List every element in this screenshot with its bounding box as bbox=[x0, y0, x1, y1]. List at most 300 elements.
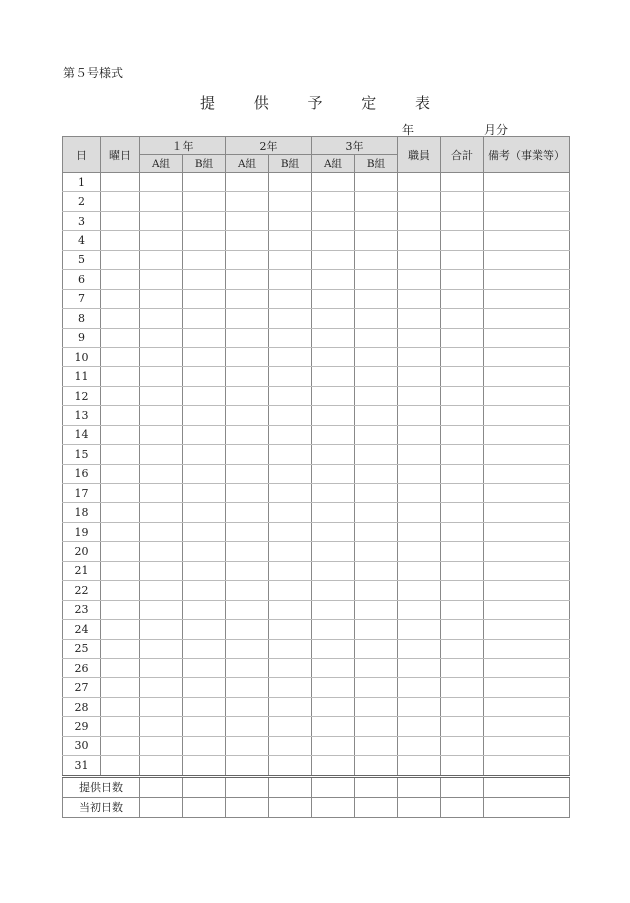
table-cell[interactable] bbox=[484, 697, 570, 716]
table-cell[interactable] bbox=[398, 736, 441, 755]
table-cell[interactable] bbox=[398, 639, 441, 658]
table-cell[interactable] bbox=[183, 756, 226, 776]
table-cell[interactable] bbox=[355, 328, 398, 347]
table-cell[interactable] bbox=[484, 736, 570, 755]
table-cell[interactable] bbox=[140, 717, 183, 736]
table-cell[interactable] bbox=[269, 736, 312, 755]
table-cell[interactable] bbox=[312, 503, 355, 522]
table-cell[interactable] bbox=[269, 250, 312, 269]
table-cell[interactable] bbox=[226, 717, 269, 736]
table-cell[interactable] bbox=[312, 231, 355, 250]
table-cell[interactable] bbox=[312, 386, 355, 405]
table-cell[interactable] bbox=[312, 717, 355, 736]
table-cell[interactable] bbox=[183, 270, 226, 289]
table-cell[interactable] bbox=[441, 678, 484, 697]
weekday-cell[interactable] bbox=[101, 542, 140, 561]
table-cell[interactable] bbox=[140, 503, 183, 522]
table-cell[interactable] bbox=[183, 522, 226, 541]
table-cell[interactable] bbox=[183, 561, 226, 580]
table-cell[interactable] bbox=[226, 211, 269, 230]
weekday-cell[interactable] bbox=[101, 367, 140, 386]
table-cell[interactable] bbox=[484, 445, 570, 464]
weekday-cell[interactable] bbox=[101, 736, 140, 755]
table-cell[interactable] bbox=[484, 328, 570, 347]
table-cell[interactable] bbox=[355, 658, 398, 677]
table-cell[interactable] bbox=[398, 328, 441, 347]
table-cell[interactable] bbox=[269, 347, 312, 366]
table-cell[interactable] bbox=[441, 639, 484, 658]
table-cell[interactable] bbox=[355, 231, 398, 250]
table-cell[interactable] bbox=[140, 600, 183, 619]
table-cell[interactable] bbox=[312, 776, 355, 797]
table-cell[interactable] bbox=[484, 503, 570, 522]
weekday-cell[interactable] bbox=[101, 717, 140, 736]
table-cell[interactable] bbox=[226, 464, 269, 483]
table-cell[interactable] bbox=[140, 445, 183, 464]
table-cell[interactable] bbox=[484, 776, 570, 797]
table-cell[interactable] bbox=[269, 639, 312, 658]
table-cell[interactable] bbox=[441, 776, 484, 797]
table-cell[interactable] bbox=[484, 717, 570, 736]
table-cell[interactable] bbox=[140, 639, 183, 658]
table-cell[interactable] bbox=[441, 270, 484, 289]
table-cell[interactable] bbox=[183, 231, 226, 250]
table-cell[interactable] bbox=[484, 797, 570, 817]
table-cell[interactable] bbox=[269, 425, 312, 444]
table-cell[interactable] bbox=[226, 561, 269, 580]
table-cell[interactable] bbox=[398, 445, 441, 464]
table-cell[interactable] bbox=[398, 347, 441, 366]
table-cell[interactable] bbox=[484, 173, 570, 192]
table-cell[interactable] bbox=[441, 697, 484, 716]
table-cell[interactable] bbox=[140, 484, 183, 503]
table-cell[interactable] bbox=[226, 797, 269, 817]
table-cell[interactable] bbox=[398, 289, 441, 308]
table-cell[interactable] bbox=[441, 445, 484, 464]
table-cell[interactable] bbox=[226, 736, 269, 755]
table-cell[interactable] bbox=[269, 600, 312, 619]
table-cell[interactable] bbox=[183, 309, 226, 328]
weekday-cell[interactable] bbox=[101, 173, 140, 192]
table-cell[interactable] bbox=[183, 173, 226, 192]
weekday-cell[interactable] bbox=[101, 328, 140, 347]
table-cell[interactable] bbox=[355, 367, 398, 386]
weekday-cell[interactable] bbox=[101, 192, 140, 211]
table-cell[interactable] bbox=[312, 658, 355, 677]
table-cell[interactable] bbox=[398, 484, 441, 503]
weekday-cell[interactable] bbox=[101, 270, 140, 289]
table-cell[interactable] bbox=[484, 406, 570, 425]
table-cell[interactable] bbox=[484, 367, 570, 386]
table-cell[interactable] bbox=[226, 776, 269, 797]
weekday-cell[interactable] bbox=[101, 678, 140, 697]
table-cell[interactable] bbox=[312, 406, 355, 425]
table-cell[interactable] bbox=[269, 309, 312, 328]
table-cell[interactable] bbox=[226, 173, 269, 192]
table-cell[interactable] bbox=[140, 561, 183, 580]
table-cell[interactable] bbox=[355, 464, 398, 483]
table-cell[interactable] bbox=[269, 697, 312, 716]
table-cell[interactable] bbox=[140, 347, 183, 366]
table-cell[interactable] bbox=[140, 309, 183, 328]
table-cell[interactable] bbox=[226, 522, 269, 541]
table-cell[interactable] bbox=[226, 231, 269, 250]
table-cell[interactable] bbox=[441, 797, 484, 817]
table-cell[interactable] bbox=[269, 173, 312, 192]
table-cell[interactable] bbox=[312, 289, 355, 308]
table-cell[interactable] bbox=[484, 678, 570, 697]
table-cell[interactable] bbox=[140, 289, 183, 308]
table-cell[interactable] bbox=[398, 717, 441, 736]
table-cell[interactable] bbox=[398, 464, 441, 483]
table-cell[interactable] bbox=[484, 192, 570, 211]
table-cell[interactable] bbox=[441, 717, 484, 736]
table-cell[interactable] bbox=[269, 561, 312, 580]
weekday-cell[interactable] bbox=[101, 697, 140, 716]
table-cell[interactable] bbox=[441, 309, 484, 328]
table-cell[interactable] bbox=[183, 600, 226, 619]
table-cell[interactable] bbox=[226, 620, 269, 639]
weekday-cell[interactable] bbox=[101, 425, 140, 444]
table-cell[interactable] bbox=[484, 250, 570, 269]
table-cell[interactable] bbox=[183, 542, 226, 561]
table-cell[interactable] bbox=[441, 328, 484, 347]
table-cell[interactable] bbox=[312, 250, 355, 269]
table-cell[interactable] bbox=[441, 522, 484, 541]
table-cell[interactable] bbox=[140, 328, 183, 347]
weekday-cell[interactable] bbox=[101, 289, 140, 308]
table-cell[interactable] bbox=[441, 386, 484, 405]
table-cell[interactable] bbox=[355, 678, 398, 697]
table-cell[interactable] bbox=[484, 289, 570, 308]
table-cell[interactable] bbox=[269, 484, 312, 503]
table-cell[interactable] bbox=[355, 717, 398, 736]
table-cell[interactable] bbox=[441, 581, 484, 600]
table-cell[interactable] bbox=[484, 484, 570, 503]
table-cell[interactable] bbox=[312, 600, 355, 619]
table-cell[interactable] bbox=[312, 173, 355, 192]
table-cell[interactable] bbox=[441, 173, 484, 192]
weekday-cell[interactable] bbox=[101, 620, 140, 639]
table-cell[interactable] bbox=[441, 600, 484, 619]
table-cell[interactable] bbox=[140, 231, 183, 250]
table-cell[interactable] bbox=[140, 776, 183, 797]
table-cell[interactable] bbox=[355, 756, 398, 776]
table-cell[interactable] bbox=[269, 581, 312, 600]
table-cell[interactable] bbox=[183, 328, 226, 347]
table-cell[interactable] bbox=[140, 797, 183, 817]
table-cell[interactable] bbox=[312, 756, 355, 776]
weekday-cell[interactable] bbox=[101, 464, 140, 483]
weekday-cell[interactable] bbox=[101, 522, 140, 541]
table-cell[interactable] bbox=[226, 367, 269, 386]
table-cell[interactable] bbox=[226, 289, 269, 308]
table-cell[interactable] bbox=[441, 542, 484, 561]
table-cell[interactable] bbox=[183, 658, 226, 677]
table-cell[interactable] bbox=[312, 581, 355, 600]
table-cell[interactable] bbox=[269, 328, 312, 347]
table-cell[interactable] bbox=[140, 250, 183, 269]
table-cell[interactable] bbox=[355, 445, 398, 464]
table-cell[interactable] bbox=[140, 367, 183, 386]
table-cell[interactable] bbox=[441, 561, 484, 580]
table-cell[interactable] bbox=[183, 639, 226, 658]
table-cell[interactable] bbox=[355, 697, 398, 716]
table-cell[interactable] bbox=[441, 736, 484, 755]
table-cell[interactable] bbox=[441, 658, 484, 677]
weekday-cell[interactable] bbox=[101, 561, 140, 580]
table-cell[interactable] bbox=[140, 658, 183, 677]
table-cell[interactable] bbox=[269, 445, 312, 464]
table-cell[interactable] bbox=[398, 678, 441, 697]
table-cell[interactable] bbox=[441, 484, 484, 503]
table-cell[interactable] bbox=[269, 386, 312, 405]
table-cell[interactable] bbox=[355, 386, 398, 405]
table-cell[interactable] bbox=[398, 697, 441, 716]
table-cell[interactable] bbox=[140, 620, 183, 639]
table-cell[interactable] bbox=[441, 192, 484, 211]
table-cell[interactable] bbox=[183, 484, 226, 503]
table-cell[interactable] bbox=[355, 776, 398, 797]
table-cell[interactable] bbox=[484, 386, 570, 405]
table-cell[interactable] bbox=[355, 522, 398, 541]
table-cell[interactable] bbox=[140, 464, 183, 483]
table-cell[interactable] bbox=[183, 620, 226, 639]
table-cell[interactable] bbox=[312, 736, 355, 755]
table-cell[interactable] bbox=[226, 328, 269, 347]
table-cell[interactable] bbox=[484, 620, 570, 639]
table-cell[interactable] bbox=[312, 678, 355, 697]
table-cell[interactable] bbox=[398, 367, 441, 386]
table-cell[interactable] bbox=[484, 309, 570, 328]
weekday-cell[interactable] bbox=[101, 386, 140, 405]
table-cell[interactable] bbox=[398, 620, 441, 639]
table-cell[interactable] bbox=[226, 503, 269, 522]
table-cell[interactable] bbox=[484, 231, 570, 250]
table-cell[interactable] bbox=[355, 561, 398, 580]
table-cell[interactable] bbox=[183, 406, 226, 425]
table-cell[interactable] bbox=[355, 211, 398, 230]
table-cell[interactable] bbox=[140, 406, 183, 425]
table-cell[interactable] bbox=[441, 347, 484, 366]
table-cell[interactable] bbox=[398, 231, 441, 250]
table-cell[interactable] bbox=[398, 309, 441, 328]
table-cell[interactable] bbox=[226, 697, 269, 716]
table-cell[interactable] bbox=[355, 797, 398, 817]
table-cell[interactable] bbox=[355, 503, 398, 522]
weekday-cell[interactable] bbox=[101, 503, 140, 522]
table-cell[interactable] bbox=[484, 756, 570, 776]
table-cell[interactable] bbox=[312, 211, 355, 230]
weekday-cell[interactable] bbox=[101, 658, 140, 677]
table-cell[interactable] bbox=[226, 347, 269, 366]
table-cell[interactable] bbox=[269, 678, 312, 697]
table-cell[interactable] bbox=[183, 289, 226, 308]
table-cell[interactable] bbox=[441, 367, 484, 386]
table-cell[interactable] bbox=[269, 503, 312, 522]
table-cell[interactable] bbox=[484, 522, 570, 541]
table-cell[interactable] bbox=[484, 464, 570, 483]
table-cell[interactable] bbox=[183, 797, 226, 817]
weekday-cell[interactable] bbox=[101, 600, 140, 619]
table-cell[interactable] bbox=[312, 484, 355, 503]
table-cell[interactable] bbox=[441, 211, 484, 230]
table-cell[interactable] bbox=[398, 173, 441, 192]
table-cell[interactable] bbox=[183, 503, 226, 522]
table-cell[interactable] bbox=[226, 309, 269, 328]
table-cell[interactable] bbox=[226, 542, 269, 561]
table-cell[interactable] bbox=[269, 211, 312, 230]
table-cell[interactable] bbox=[226, 678, 269, 697]
table-cell[interactable] bbox=[398, 211, 441, 230]
table-cell[interactable] bbox=[398, 406, 441, 425]
table-cell[interactable] bbox=[398, 270, 441, 289]
table-cell[interactable] bbox=[183, 347, 226, 366]
table-cell[interactable] bbox=[355, 600, 398, 619]
table-cell[interactable] bbox=[355, 639, 398, 658]
table-cell[interactable] bbox=[398, 658, 441, 677]
table-cell[interactable] bbox=[226, 581, 269, 600]
table-cell[interactable] bbox=[312, 542, 355, 561]
table-cell[interactable] bbox=[484, 425, 570, 444]
table-cell[interactable] bbox=[140, 581, 183, 600]
table-cell[interactable] bbox=[484, 581, 570, 600]
table-cell[interactable] bbox=[312, 309, 355, 328]
weekday-cell[interactable] bbox=[101, 231, 140, 250]
table-cell[interactable] bbox=[312, 367, 355, 386]
table-cell[interactable] bbox=[226, 192, 269, 211]
table-cell[interactable] bbox=[355, 736, 398, 755]
table-cell[interactable] bbox=[226, 756, 269, 776]
table-cell[interactable] bbox=[398, 797, 441, 817]
table-cell[interactable] bbox=[398, 561, 441, 580]
table-cell[interactable] bbox=[441, 756, 484, 776]
table-cell[interactable] bbox=[183, 717, 226, 736]
table-cell[interactable] bbox=[226, 406, 269, 425]
table-cell[interactable] bbox=[183, 367, 226, 386]
table-cell[interactable] bbox=[226, 250, 269, 269]
table-cell[interactable] bbox=[355, 581, 398, 600]
table-cell[interactable] bbox=[398, 503, 441, 522]
table-cell[interactable] bbox=[269, 658, 312, 677]
table-cell[interactable] bbox=[183, 250, 226, 269]
table-cell[interactable] bbox=[226, 425, 269, 444]
table-cell[interactable] bbox=[183, 581, 226, 600]
table-cell[interactable] bbox=[484, 600, 570, 619]
table-cell[interactable] bbox=[183, 678, 226, 697]
table-cell[interactable] bbox=[269, 270, 312, 289]
weekday-cell[interactable] bbox=[101, 406, 140, 425]
table-cell[interactable] bbox=[398, 600, 441, 619]
table-cell[interactable] bbox=[441, 406, 484, 425]
weekday-cell[interactable] bbox=[101, 347, 140, 366]
table-cell[interactable] bbox=[441, 231, 484, 250]
table-cell[interactable] bbox=[355, 270, 398, 289]
table-cell[interactable] bbox=[269, 192, 312, 211]
table-cell[interactable] bbox=[355, 173, 398, 192]
table-cell[interactable] bbox=[140, 522, 183, 541]
weekday-cell[interactable] bbox=[101, 639, 140, 658]
table-cell[interactable] bbox=[484, 639, 570, 658]
table-cell[interactable] bbox=[140, 211, 183, 230]
table-cell[interactable] bbox=[355, 620, 398, 639]
table-cell[interactable] bbox=[226, 600, 269, 619]
table-cell[interactable] bbox=[312, 445, 355, 464]
table-cell[interactable] bbox=[226, 658, 269, 677]
table-cell[interactable] bbox=[269, 717, 312, 736]
table-cell[interactable] bbox=[355, 192, 398, 211]
table-cell[interactable] bbox=[226, 270, 269, 289]
table-cell[interactable] bbox=[140, 697, 183, 716]
table-cell[interactable] bbox=[355, 484, 398, 503]
table-cell[interactable] bbox=[183, 211, 226, 230]
table-cell[interactable] bbox=[183, 776, 226, 797]
table-cell[interactable] bbox=[183, 425, 226, 444]
table-cell[interactable] bbox=[484, 561, 570, 580]
table-cell[interactable] bbox=[312, 425, 355, 444]
table-cell[interactable] bbox=[269, 231, 312, 250]
table-cell[interactable] bbox=[269, 620, 312, 639]
table-cell[interactable] bbox=[269, 542, 312, 561]
table-cell[interactable] bbox=[183, 445, 226, 464]
table-cell[interactable] bbox=[140, 736, 183, 755]
table-cell[interactable] bbox=[269, 406, 312, 425]
table-cell[interactable] bbox=[140, 425, 183, 444]
table-cell[interactable] bbox=[269, 367, 312, 386]
table-cell[interactable] bbox=[140, 542, 183, 561]
table-cell[interactable] bbox=[398, 522, 441, 541]
table-cell[interactable] bbox=[398, 425, 441, 444]
table-cell[interactable] bbox=[183, 697, 226, 716]
table-cell[interactable] bbox=[398, 776, 441, 797]
table-cell[interactable] bbox=[355, 425, 398, 444]
table-cell[interactable] bbox=[398, 756, 441, 776]
table-cell[interactable] bbox=[226, 445, 269, 464]
table-cell[interactable] bbox=[140, 173, 183, 192]
table-cell[interactable] bbox=[398, 192, 441, 211]
table-cell[interactable] bbox=[312, 522, 355, 541]
table-cell[interactable] bbox=[269, 464, 312, 483]
table-cell[interactable] bbox=[226, 639, 269, 658]
table-cell[interactable] bbox=[312, 639, 355, 658]
table-cell[interactable] bbox=[484, 542, 570, 561]
table-cell[interactable] bbox=[484, 270, 570, 289]
table-cell[interactable] bbox=[355, 406, 398, 425]
table-cell[interactable] bbox=[140, 386, 183, 405]
weekday-cell[interactable] bbox=[101, 211, 140, 230]
table-cell[interactable] bbox=[140, 678, 183, 697]
table-cell[interactable] bbox=[312, 192, 355, 211]
weekday-cell[interactable] bbox=[101, 756, 140, 776]
table-cell[interactable] bbox=[355, 542, 398, 561]
table-cell[interactable] bbox=[398, 386, 441, 405]
table-cell[interactable] bbox=[398, 581, 441, 600]
weekday-cell[interactable] bbox=[101, 309, 140, 328]
table-cell[interactable] bbox=[312, 797, 355, 817]
table-cell[interactable] bbox=[441, 620, 484, 639]
table-cell[interactable] bbox=[140, 270, 183, 289]
table-cell[interactable] bbox=[269, 776, 312, 797]
table-cell[interactable] bbox=[269, 797, 312, 817]
table-cell[interactable] bbox=[269, 756, 312, 776]
table-cell[interactable] bbox=[226, 386, 269, 405]
table-cell[interactable] bbox=[140, 756, 183, 776]
weekday-cell[interactable] bbox=[101, 484, 140, 503]
table-cell[interactable] bbox=[441, 503, 484, 522]
table-cell[interactable] bbox=[441, 289, 484, 308]
table-cell[interactable] bbox=[269, 522, 312, 541]
table-cell[interactable] bbox=[441, 464, 484, 483]
